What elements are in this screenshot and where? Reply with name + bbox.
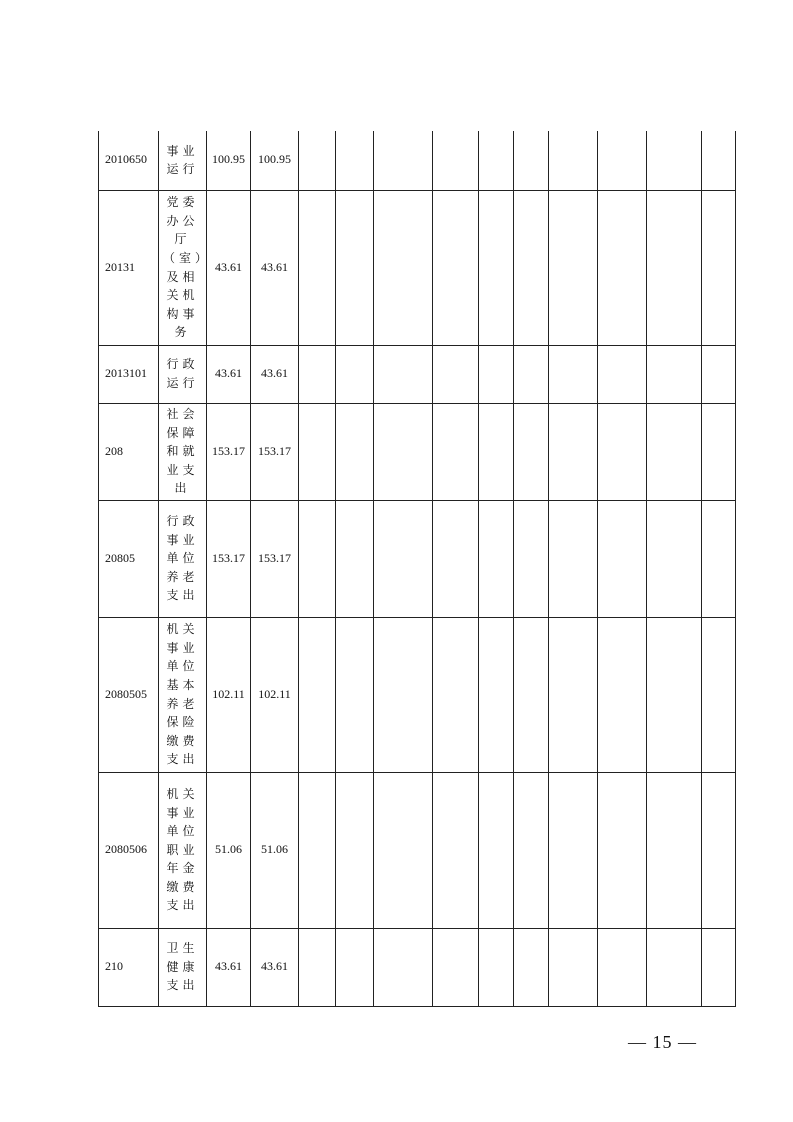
empty-cell — [374, 500, 433, 617]
row-code: 2013101 — [99, 345, 159, 403]
empty-cell — [549, 345, 598, 403]
row-code: 2080505 — [99, 617, 159, 772]
empty-cell — [336, 772, 374, 928]
row-value-2: 153.17 — [251, 500, 299, 617]
empty-cell — [336, 500, 374, 617]
empty-cell — [433, 345, 479, 403]
empty-cell — [374, 403, 433, 500]
table-row — [99, 345, 736, 403]
row-name: 事业运行 — [159, 131, 207, 190]
empty-cell — [549, 772, 598, 928]
table-row — [99, 190, 736, 345]
table-row — [99, 131, 736, 190]
empty-cell — [702, 928, 736, 1006]
empty-cell — [702, 345, 736, 403]
row-name: 行政运行 — [159, 345, 207, 403]
empty-cell — [299, 500, 336, 617]
empty-cell — [299, 928, 336, 1006]
row-name: 党委办公厅（室）及相关机构事务 — [159, 190, 207, 345]
empty-cell — [479, 617, 514, 772]
row-name: 卫生健康支出 — [159, 928, 207, 1006]
empty-cell — [598, 403, 647, 500]
row-name: 机关事业单位职业年金缴费支出 — [159, 772, 207, 928]
empty-cell — [514, 500, 549, 617]
empty-cell — [514, 617, 549, 772]
empty-cell — [299, 403, 336, 500]
row-value-2: 100.95 — [251, 131, 299, 190]
row-value-2: 102.11 — [251, 617, 299, 772]
empty-cell — [647, 345, 702, 403]
empty-cell — [433, 131, 479, 190]
empty-cell — [374, 131, 433, 190]
empty-cell — [598, 772, 647, 928]
row-value-1: 51.06 — [207, 772, 251, 928]
empty-cell — [702, 131, 736, 190]
empty-cell — [336, 928, 374, 1006]
row-value-1: 102.11 — [207, 617, 251, 772]
row-value-1: 43.61 — [207, 190, 251, 345]
empty-cell — [299, 345, 336, 403]
empty-cell — [299, 772, 336, 928]
empty-cell — [702, 772, 736, 928]
empty-cell — [433, 617, 479, 772]
empty-cell — [647, 190, 702, 345]
empty-cell — [433, 190, 479, 345]
row-value-2: 43.61 — [251, 190, 299, 345]
empty-cell — [514, 772, 549, 928]
empty-cell — [433, 500, 479, 617]
empty-cell — [647, 617, 702, 772]
row-value-1: 153.17 — [207, 403, 251, 500]
row-value-1: 153.17 — [207, 500, 251, 617]
table-row — [99, 928, 736, 1006]
table-row — [99, 772, 736, 928]
row-name: 社会保障和就业支出 — [159, 403, 207, 500]
empty-cell — [702, 500, 736, 617]
row-value-1: 100.95 — [207, 131, 251, 190]
row-name: 行政事业单位养老支出 — [159, 500, 207, 617]
empty-cell — [479, 500, 514, 617]
row-code: 2080506 — [99, 772, 159, 928]
row-code: 20131 — [99, 190, 159, 345]
empty-cell — [374, 772, 433, 928]
empty-cell — [336, 403, 374, 500]
budget-table — [98, 131, 736, 1007]
empty-cell — [479, 345, 514, 403]
empty-cell — [514, 345, 549, 403]
empty-cell — [479, 403, 514, 500]
empty-cell — [702, 190, 736, 345]
page-number: — 15 — — [628, 1032, 697, 1052]
empty-cell — [598, 190, 647, 345]
empty-cell — [647, 772, 702, 928]
empty-cell — [336, 190, 374, 345]
empty-cell — [299, 131, 336, 190]
empty-cell — [514, 131, 549, 190]
empty-cell — [479, 772, 514, 928]
row-code: 20805 — [99, 500, 159, 617]
empty-cell — [702, 403, 736, 500]
empty-cell — [598, 617, 647, 772]
empty-cell — [549, 928, 598, 1006]
empty-cell — [299, 190, 336, 345]
table-row — [99, 617, 736, 772]
row-code: 208 — [99, 403, 159, 500]
empty-cell — [479, 131, 514, 190]
empty-cell — [598, 928, 647, 1006]
empty-cell — [598, 345, 647, 403]
empty-cell — [549, 617, 598, 772]
empty-cell — [374, 617, 433, 772]
empty-cell — [479, 928, 514, 1006]
row-value-2: 43.61 — [251, 928, 299, 1006]
empty-cell — [433, 928, 479, 1006]
empty-cell — [549, 190, 598, 345]
empty-cell — [647, 131, 702, 190]
row-value-2: 43.61 — [251, 345, 299, 403]
empty-cell — [514, 190, 549, 345]
empty-cell — [514, 928, 549, 1006]
empty-cell — [549, 131, 598, 190]
empty-cell — [647, 928, 702, 1006]
empty-cell — [336, 617, 374, 772]
row-value-2: 51.06 — [251, 772, 299, 928]
row-code: 2010650 — [99, 131, 159, 190]
empty-cell — [433, 403, 479, 500]
row-value-1: 43.61 — [207, 928, 251, 1006]
empty-cell — [514, 403, 549, 500]
row-value-1: 43.61 — [207, 345, 251, 403]
empty-cell — [598, 131, 647, 190]
row-value-2: 153.17 — [251, 403, 299, 500]
table-row — [99, 500, 736, 617]
empty-cell — [647, 500, 702, 617]
row-name: 机关事业单位基本养老保险缴费支出 — [159, 617, 207, 772]
table-row — [99, 403, 736, 500]
empty-cell — [647, 403, 702, 500]
empty-cell — [336, 345, 374, 403]
empty-cell — [374, 345, 433, 403]
empty-cell — [299, 617, 336, 772]
empty-cell — [479, 190, 514, 345]
empty-cell — [549, 403, 598, 500]
empty-cell — [549, 500, 598, 617]
empty-cell — [433, 772, 479, 928]
empty-cell — [374, 928, 433, 1006]
empty-cell — [336, 131, 374, 190]
empty-cell — [598, 500, 647, 617]
row-code: 210 — [99, 928, 159, 1006]
empty-cell — [702, 617, 736, 772]
empty-cell — [374, 190, 433, 345]
